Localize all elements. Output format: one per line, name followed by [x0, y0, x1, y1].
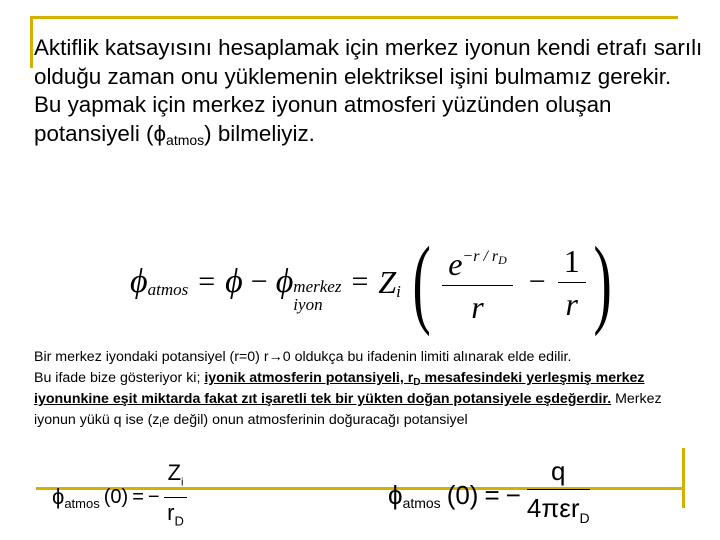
- eqR-den-r: r: [570, 493, 580, 524]
- eq-den-r2: r: [558, 282, 586, 325]
- eq-exponent: −r / r: [462, 248, 499, 265]
- phi-subscript: atmos: [166, 131, 205, 148]
- para-line1b: 0 oldukça bu ifadenin limiti alınarak elde edilir.: [282, 349, 572, 365]
- intro-text: Aktiflik katsayısını hesaplamak için merkez iyonun kendi etrafı sarılı olduğu zaman onu yüklemenin elektriksel işini bulmamız gerekir. Bu yapmak için merkez iyonun atmosferi yüzünden oluşan potansiyeli (: [34, 35, 703, 146]
- eq-minus: −: [250, 265, 268, 298]
- eqR-den-4: 4: [526, 493, 542, 524]
- eq-sub-merkez-iyon: [293, 278, 341, 314]
- eqL-den-sub: D: [174, 513, 184, 529]
- eq-sub-merkez: merkez: [293, 277, 342, 296]
- eqR-frac: [527, 453, 590, 536]
- accent-line-right: [682, 448, 685, 508]
- eqL-den: r: [167, 500, 175, 525]
- eqL-phi: ϕ: [52, 484, 65, 509]
- eq-den-r: r: [442, 285, 513, 328]
- explanation-paragraph: [34, 347, 694, 431]
- eq-phi-2: ϕ: [225, 263, 243, 300]
- eq-phi-3: ϕ: [275, 263, 294, 300]
- para-tail-a: Merkez iyonun yükü q ise (z: [34, 391, 662, 428]
- eqR-sub: atmos: [402, 495, 441, 511]
- para-line1: Bir merkez iyondaki potansiyel (r=0) r: [34, 349, 269, 365]
- equation-left: [52, 459, 187, 532]
- eqR-phi: ϕ: [388, 479, 403, 510]
- eqL-num-sub: i: [181, 476, 184, 488]
- eq-phi: ϕ: [130, 263, 148, 300]
- eqR-den-pi: π: [541, 493, 560, 524]
- eqL-frac: [164, 458, 188, 537]
- arrow-symbol: →: [268, 349, 283, 365]
- eqR-minus: −: [505, 479, 521, 510]
- eq-equals-2: =: [351, 265, 369, 298]
- phi-symbol: ϕ: [153, 120, 167, 146]
- eq-exponent-sub: D: [498, 253, 507, 267]
- eqL-arg: (0): [103, 485, 129, 508]
- eqR-arg: (0): [446, 479, 479, 510]
- intro-text-end: ) bilmeliyiz.: [204, 120, 315, 146]
- intro-paragraph: [34, 34, 704, 148]
- eq-one: 1: [563, 242, 580, 279]
- eqR-equals: =: [484, 479, 500, 510]
- main-equation: [130, 228, 619, 336]
- para-underlined-b: mesafesindeki yerleşmiş merkez iyonunkine eşit miktarda fakat zıt işaretli tek bir yükten doğan potansiyele eşdeğerdir.: [34, 370, 645, 407]
- para-underlined-sub: D: [413, 377, 421, 388]
- eqL-minus: −: [147, 485, 160, 508]
- para-tail-b: e değil) onun atmosferinin doğuracağı potansiyel: [161, 412, 468, 428]
- eq-minus-2: −: [528, 265, 546, 298]
- para-underlined-a: iyonik atmosferin potansiyeli, r: [204, 370, 414, 386]
- eq-frac-1: [442, 236, 513, 328]
- eq-paren-open: (: [412, 226, 431, 337]
- accent-line-left: [30, 16, 33, 68]
- eqL-num: Z: [167, 459, 182, 485]
- eq-frac-2: [558, 240, 586, 325]
- eqL-equals: =: [132, 485, 144, 508]
- para-tail-sub: i: [159, 419, 162, 430]
- eq-sub-atmos: atmos: [147, 280, 189, 299]
- eqR-den-eps: ε: [559, 493, 571, 524]
- eq-Z: Z: [378, 263, 397, 300]
- eq-equals-1: =: [198, 265, 216, 298]
- equation-right: [388, 455, 590, 535]
- eq-e: e: [448, 246, 463, 282]
- eqL-sub: atmos: [64, 495, 100, 511]
- eqR-den-sub: D: [579, 510, 590, 527]
- eq-paren-close: ): [593, 226, 612, 337]
- eq-sub-i: i: [396, 282, 401, 301]
- para-line2: Bu ifade bize gösteriyor ki;: [34, 370, 205, 386]
- eq-sub-iyon: iyon: [293, 295, 323, 314]
- eqR-num: q: [551, 456, 566, 487]
- accent-line-top: [30, 16, 678, 19]
